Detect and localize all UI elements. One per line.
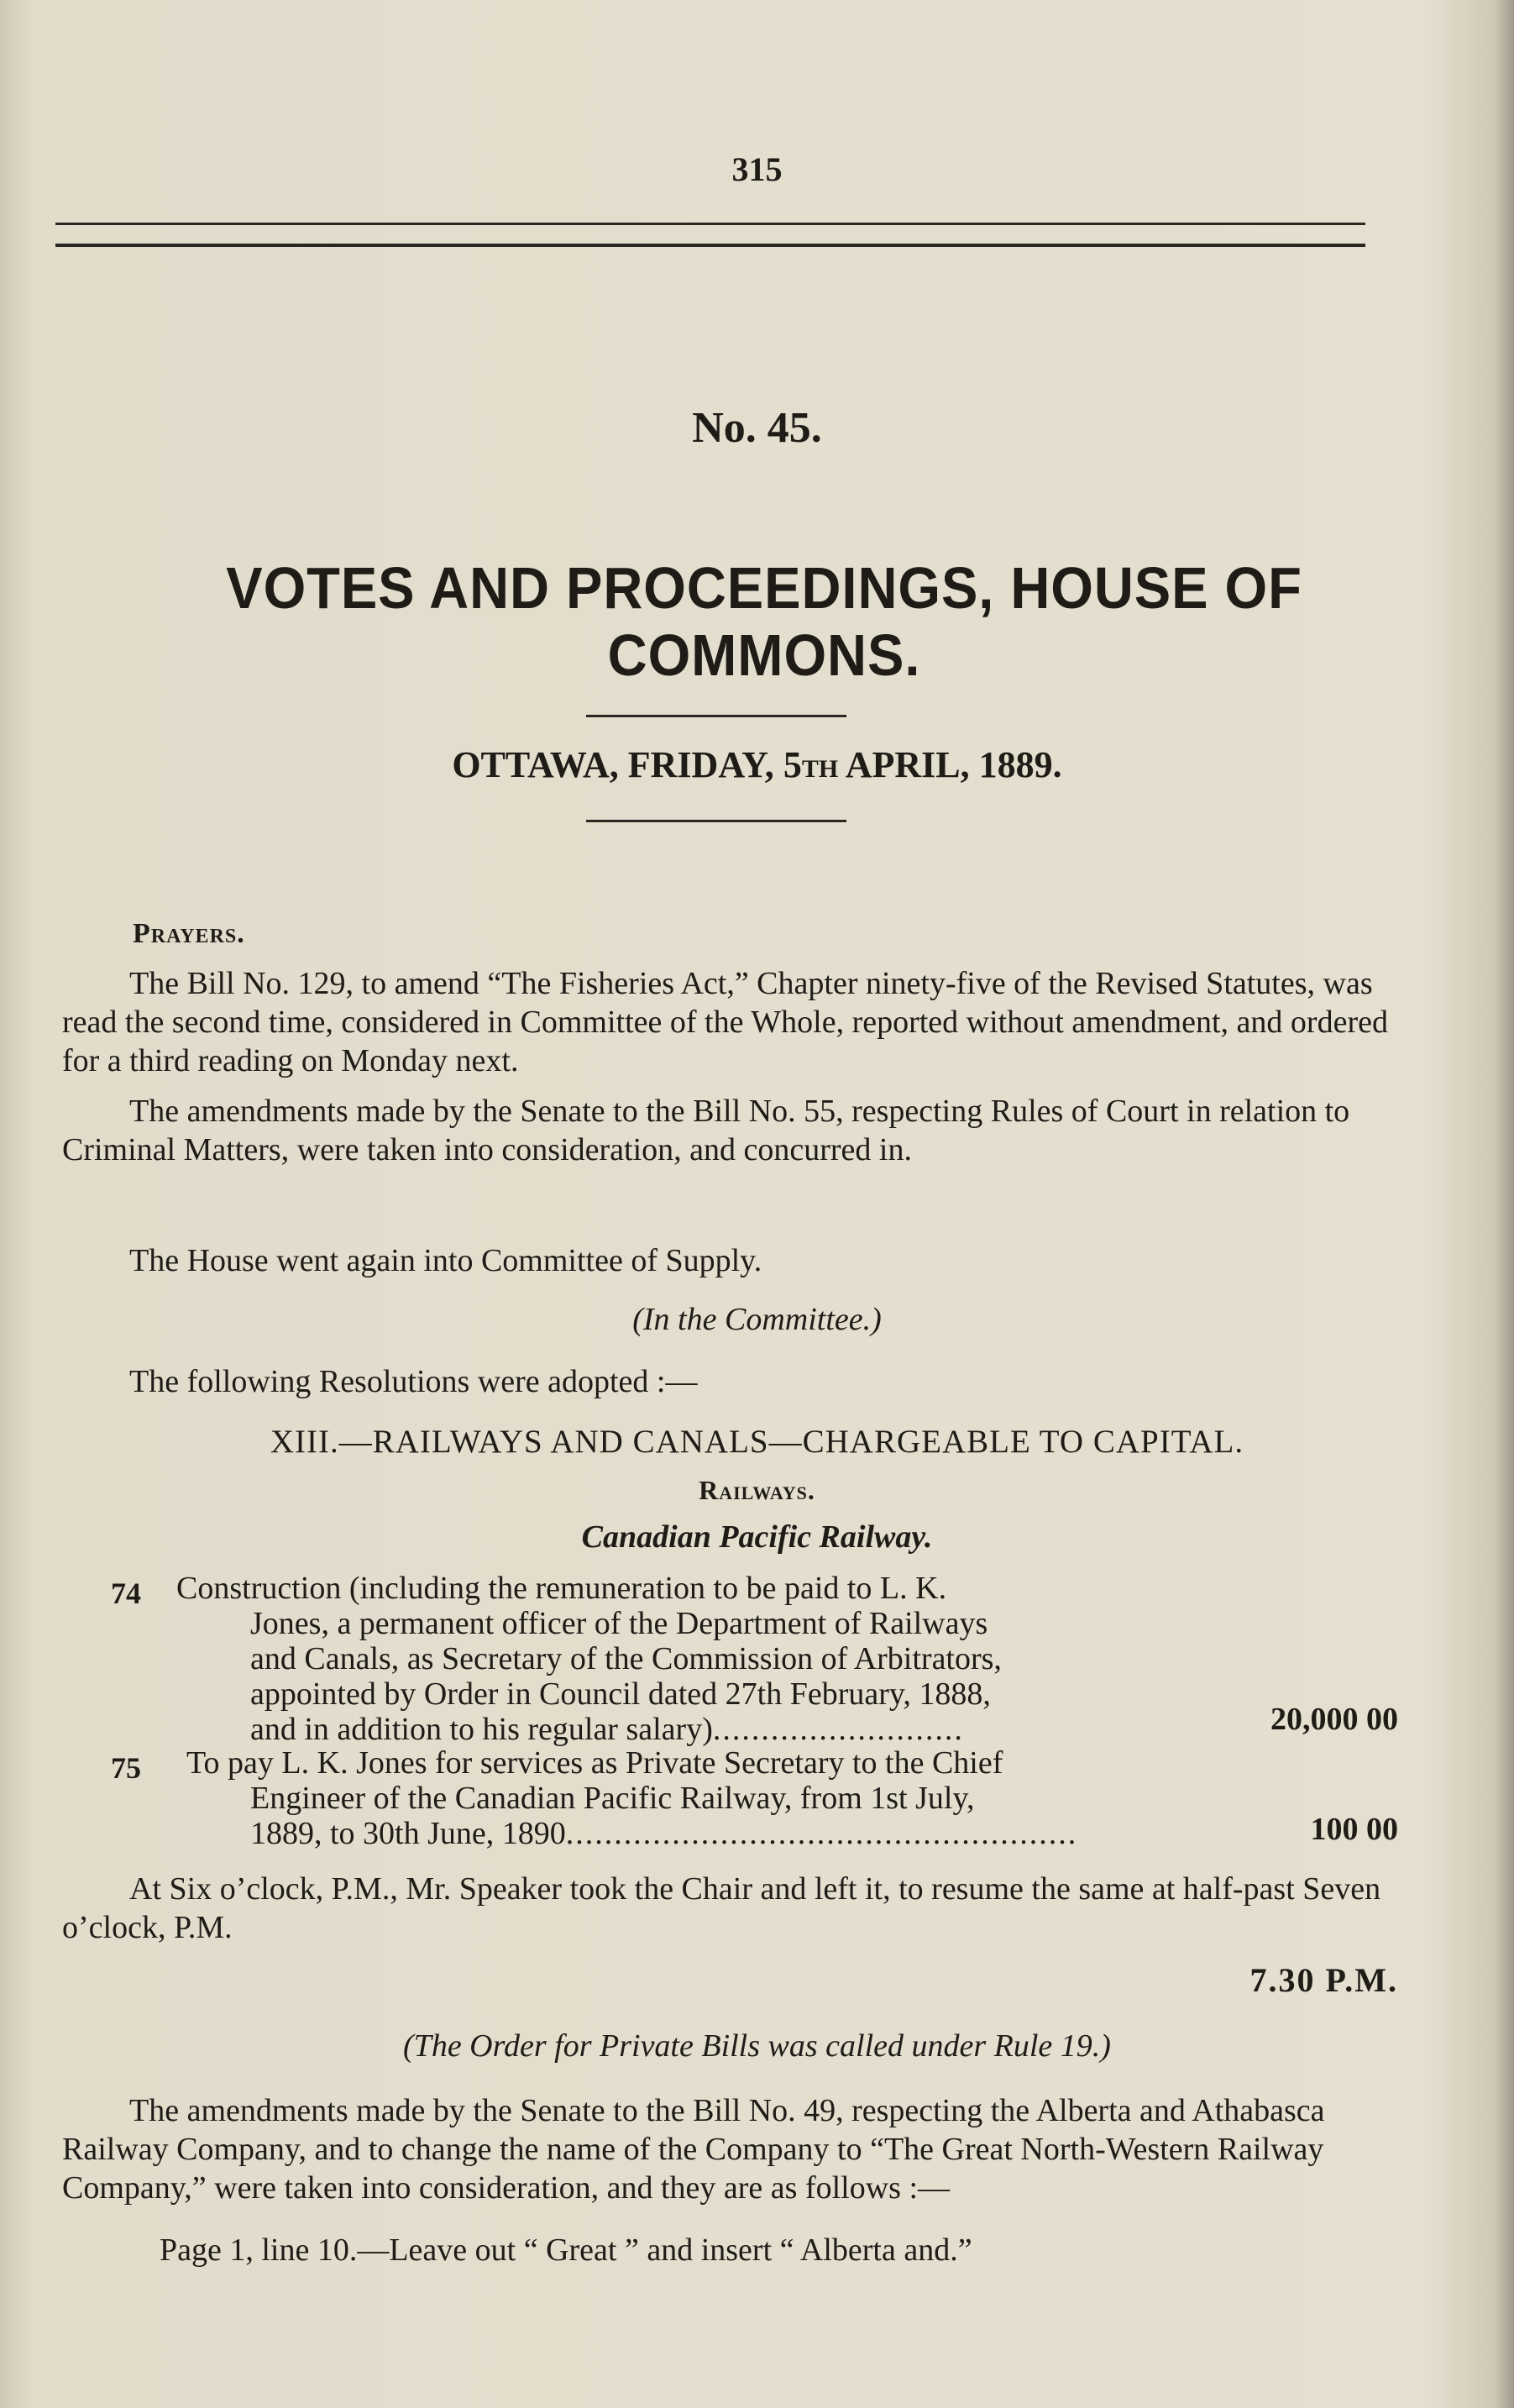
item-74-text [176,1571,1214,1747]
dateline-day-suffix: TH [801,755,839,783]
item-74-line-5 [176,1712,1214,1747]
paragraph-six-oclock: At Six o’clock, P.M., Mr. Speaker took the Chair and left it, to resume the same at half-past Seven o’clock, P.M. [62,1871,1381,1945]
in-committee-note: (In the Committee.) [632,1302,882,1337]
item-number-75: 75 [111,1751,141,1785]
dateline-day: 5 [783,744,802,785]
page-number: 315 [731,150,783,188]
prayers-heading: Prayers. [133,918,245,949]
page-title: VOTES AND PROCEEDINGS, HOUSE OF COMMONS. [226,555,1302,688]
order-note: (The Order for Private Bills was called under Rule 19.) [403,2028,1111,2064]
paragraph-page-line: Page 1, line 10.—Leave out “ Great ” and insert “ Alberta and.” [160,2232,972,2268]
item-75-text [186,1745,1214,1851]
item-74-line-2: Jones, a permanent officer of the Department of Railways [250,1606,988,1641]
leader-dots: ..................................................... [565,1816,1078,1851]
issue-number: No. 45. [692,404,822,452]
paragraph-fisheries-bill: The Bill No. 129, to amend “The Fisheries Act,” Chapter ninety-five of the Revised Statutes, was read the second time, considered in Committee of the Whole, reported without amendment, and ordered for a third reading on Monday next. [62,966,1388,1078]
item-74-amount: 20,000 00 [1270,1702,1398,1737]
paragraph-committee-of-supply: The House went again into Committee of Supply. [129,1243,762,1278]
item-75-line-1: To pay L. K. Jones for services as Private Secretary to the Chief [186,1745,1003,1781]
dateline-main: OTTAWA, FRIDAY, [452,744,774,785]
dateline-rest: APRIL, 1889. [845,744,1062,785]
time-stamp: 7.30 P.M. [1249,1961,1398,1999]
item-75-line-2: Engineer of the Canadian Pacific Railway, from 1st July, [250,1781,975,1816]
item-75-line-3-text: 1889, to 30th June, 1890 [250,1816,566,1851]
item-74-line-3: and Canals, as Secretary of the Commission of Arbitrators, [250,1641,1002,1676]
item-75-amount: 100 00 [1310,1812,1398,1847]
title-rule-top [586,715,846,717]
item-74-line-1: Construction (including the remuneration to be paid to L. K. [176,1571,947,1606]
railways-subheading: Railways. [699,1475,815,1505]
leader-dots: .......................... [712,1712,964,1747]
section-heading: XIII.—RAILWAYS AND CANALS—CHARGEABLE TO CAPITAL. [270,1424,1244,1460]
item-number-74: 74 [111,1576,141,1610]
paragraph-senate-amendments-55: The amendments made by the Senate to the Bill No. 55, respecting Rules of Court in relation to Criminal Matters, were taken into consideration, and concurred in. [62,1094,1350,1167]
resolutions-intro: The following Resolutions were adopted :— [129,1364,698,1399]
cpr-subheading: Canadian Pacific Railway. [581,1519,933,1555]
item-75-line-3 [186,1816,1214,1851]
item-74-line-5-text: and in addition to his regular salary) [250,1712,713,1747]
title-rule-bottom [586,820,846,822]
header-rule-bottom [55,244,1365,247]
dateline [0,743,1514,786]
header-rule-top [55,223,1365,225]
item-74-line-4: appointed by Order in Council dated 27th February, 1888, [250,1676,991,1712]
paragraph-senate-amendments-49: The amendments made by the Senate to the Bill No. 49, respecting the Alberta and Athabasca Railway Company, and to change the name of the Company to “The Great North-Western Railway Company,” were taken into consideration, and they are as follows :— [62,2093,1325,2206]
